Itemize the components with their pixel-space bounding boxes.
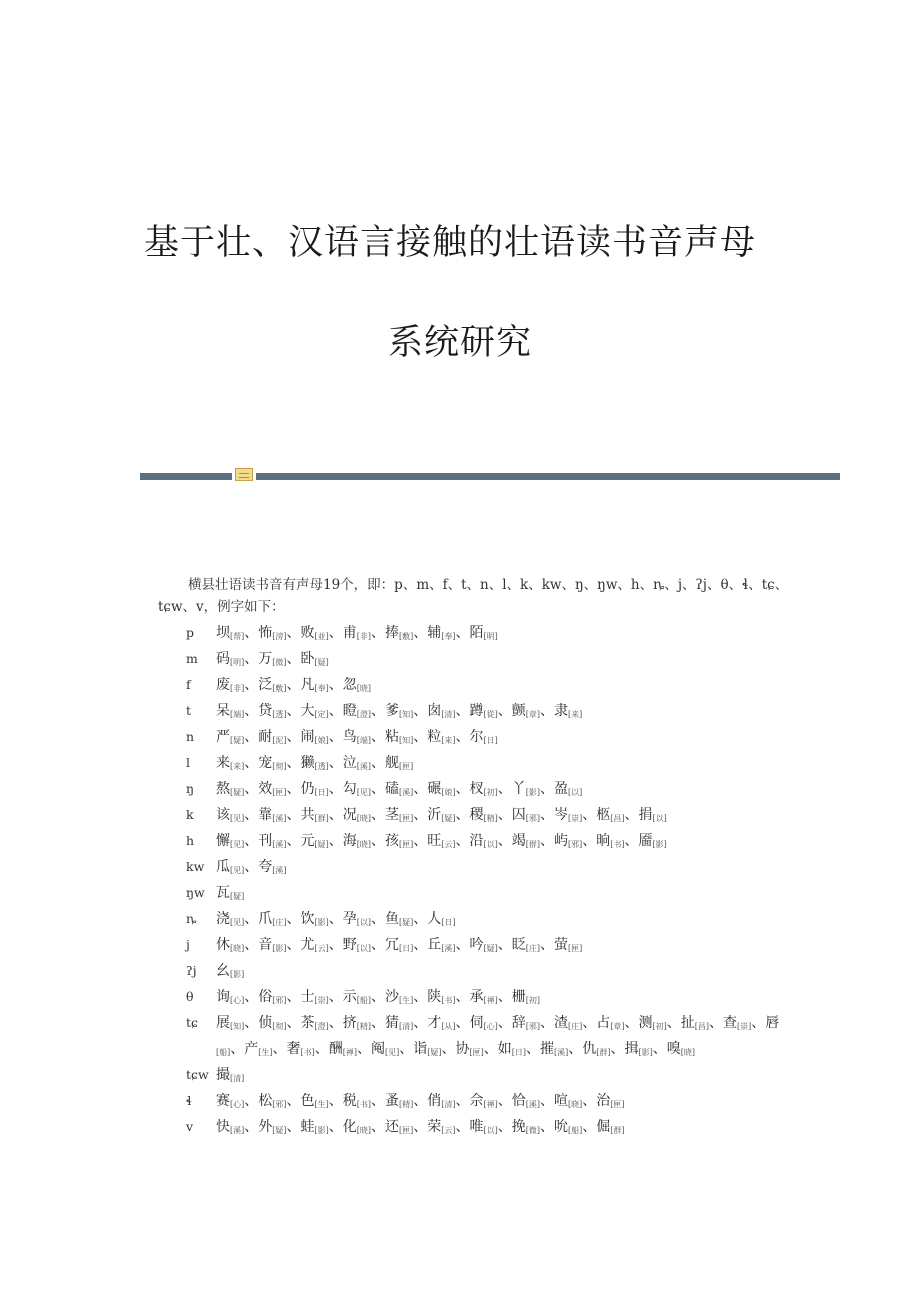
initial-symbol: θ [186,989,194,1004]
initial-row [186,1012,806,1064]
initial-row [186,752,806,778]
example-characters: 展$_{[知]}$、侦$_{[彻]}$、茶$_{[澄]}$、挤$_{[精]}$、猜$_{[清]}$、才$_{[从]}$、伺$_{[心]}$、辞$_{[邪]}$、渣$_{[庄]}$、占$_{[章]}$、测$_{[初]}$、扯$_{[昌]}$、查$_{[崇]}$、唇$_{[船]}$、产$_{[生]}$、奢$_{[书]}$、酬$_{[禅]}$、阄$_{[见]}$、诣$_{[疑]}$、协$_{[匣]}$、如$_{[日]}$、摧$_{[溪]}$、仇$_{[群]}$、揖$_{[影]}$、嗅$_{[晓]}$ [216,1015,780,1057]
initial-row [186,648,806,674]
initial-row [186,778,806,804]
initial-symbol: j [186,937,190,952]
example-characters: 该$_{[见]}$、靠$_{[溪]}$、共$_{[群]}$、况$_{[晓]}$、茎$_{[匣]}$、沂$_{[疑]}$、稷$_{[精]}$、囚$_{[邪]}$、岑$_{[崇]}$、柩$_{[昌]}$、捐$_{[以]}$ [216,807,667,823]
initial-row [186,1064,806,1090]
initial-row [186,700,806,726]
initial-row [186,674,806,700]
example-characters: 撮$_{[清]}$ [216,1067,245,1083]
example-characters: 呆$_{[端]}$、贷$_{[透]}$、大$_{[定]}$、瞪$_{[澄]}$、爹$_{[知]}$、囱$_{[清]}$、蹲$_{[從]}$、颤$_{[章]}$、隶$_{[来]}$ [216,703,583,719]
example-characters: 赛$_{[心]}$、松$_{[邪]}$、色$_{[生]}$、税$_{[书]}$、蚤$_{[精]}$、俏$_{[清]}$、佘$_{[禅]}$、恰$_{[溪]}$、喧$_{[晓]}$、治$_{[匣]}$ [216,1093,625,1109]
initial-symbol: p [186,625,195,640]
intro-paragraph: 横县壮语读书音有声母19个，即：p、m、f、t、n、l、k、kw、ŋ、ŋw、h、ȵ、j、ʔj、θ、ɬ、tɕ、tɕw、v，例字如下： [158,577,789,615]
initial-symbol: k [186,807,194,822]
initial-row [186,934,806,960]
example-characters: 废$_{[非]}$、泛$_{[敷]}$、凡$_{[奉]}$、忽$_{[晓]}$ [216,677,371,693]
initial-row [186,986,806,1012]
divider-bar-right [256,473,840,480]
initial-row [186,882,806,908]
initial-symbol: ȵ [186,911,197,926]
initial-row [186,960,806,986]
example-characters: 严$_{[疑]}$、耐$_{[泥]}$、闹$_{[娘]}$、鸟$_{[端]}$、粘$_{[知]}$、粒$_{[来]}$、尔$_{[日]}$ [216,729,498,745]
initial-symbol: h [186,833,195,848]
example-characters: 坝$_{[帮]}$、怖$_{[滂]}$、败$_{[並]}$、甫$_{[非]}$、捧$_{[敷]}$、辅$_{[奉]}$、陌$_{[明]}$ [216,625,498,641]
example-characters: 休$_{[晓]}$、音$_{[影]}$、尤$_{[云]}$、野$_{[以]}$、冗$_{[日]}$、丘$_{[溪]}$、吟$_{[疑]}$、眨$_{[庄]}$、萤$_{[匣]}$ [216,937,583,953]
initial-symbol: ŋw [186,885,205,900]
example-characters: 幺$_{[影]}$ [216,963,245,979]
example-characters: 码$_{[明]}$、万$_{[微]}$、卧$_{[疑]}$ [216,651,329,667]
initials-example-list [186,622,806,1142]
initial-symbol: f [186,677,191,692]
initial-row [186,908,806,934]
initial-symbol: t [186,703,192,718]
document-title-line-2: 系统研究 [387,323,532,363]
initial-row [186,830,806,856]
example-characters: 瓜$_{[见]}$、夸$_{[溪]}$ [216,859,287,875]
initial-symbol: ɬ [186,1093,192,1108]
initial-symbol: ʔj [186,963,197,978]
example-characters: 熬$_{[疑]}$、效$_{[匣]}$、仍$_{[日]}$、勾$_{[见]}$、磕$_{[溪]}$、碾$_{[娘]}$、杈$_{[初]}$、丫$_{[影]}$、盈$_{[以]}$ [216,781,583,797]
initial-row [186,726,806,752]
divider-bar-left [140,473,232,480]
initial-symbol: tɕw [186,1067,209,1082]
initial-row [186,856,806,882]
example-characters: 浇$_{[见]}$、爪$_{[庄]}$、饮$_{[影]}$、孕$_{[以]}$、鱼$_{[疑]}$、人$_{[日]}$ [216,911,456,927]
initial-symbol: kw [186,859,205,874]
initial-symbol: v [186,1119,194,1134]
initial-row [186,804,806,830]
initial-row [186,622,806,648]
divider-ornament-icon [235,468,253,481]
initial-symbol: tɕ [186,1015,199,1030]
example-characters: 懈$_{[见]}$、刊$_{[溪]}$、元$_{[疑]}$、海$_{[晓]}$、孩$_{[匣]}$、旺$_{[云]}$、沿$_{[以]}$、竭$_{[群]}$、屿$_{[邪]}$、晌$_{[书]}$、靥$_{[影]}$ [216,833,667,849]
example-characters: 瓦$_{[疑]}$ [216,885,245,901]
initial-symbol: n [186,729,195,744]
example-characters: 快$_{[溪]}$、外$_{[疑]}$、蛙$_{[影]}$、化$_{[晓]}$、还$_{[匣]}$、荣$_{[云]}$、唯$_{[以]}$、挽$_{[微]}$、吮$_{[船]}$、倔$_{[群]}$ [216,1119,625,1135]
document-title-line-1: 基于壮、汉语言接触的壮语读书音声母 [143,223,756,263]
initial-symbol: m [186,651,198,666]
initial-symbol: l [186,755,190,770]
initial-row [186,1090,806,1116]
title-divider [140,468,840,486]
initial-row [186,1116,806,1142]
initial-symbol: ŋ [186,781,195,796]
example-characters: 询$_{[心]}$、俗$_{[邪]}$、士$_{[崇]}$、示$_{[船]}$、沙$_{[生]}$、陕$_{[书]}$、承$_{[禅]}$、栅$_{[初]}$ [216,989,540,1005]
example-characters: 来$_{[来]}$、宠$_{[彻]}$、獭$_{[透]}$、泣$_{[溪]}$、舰$_{[匣]}$ [216,755,414,771]
